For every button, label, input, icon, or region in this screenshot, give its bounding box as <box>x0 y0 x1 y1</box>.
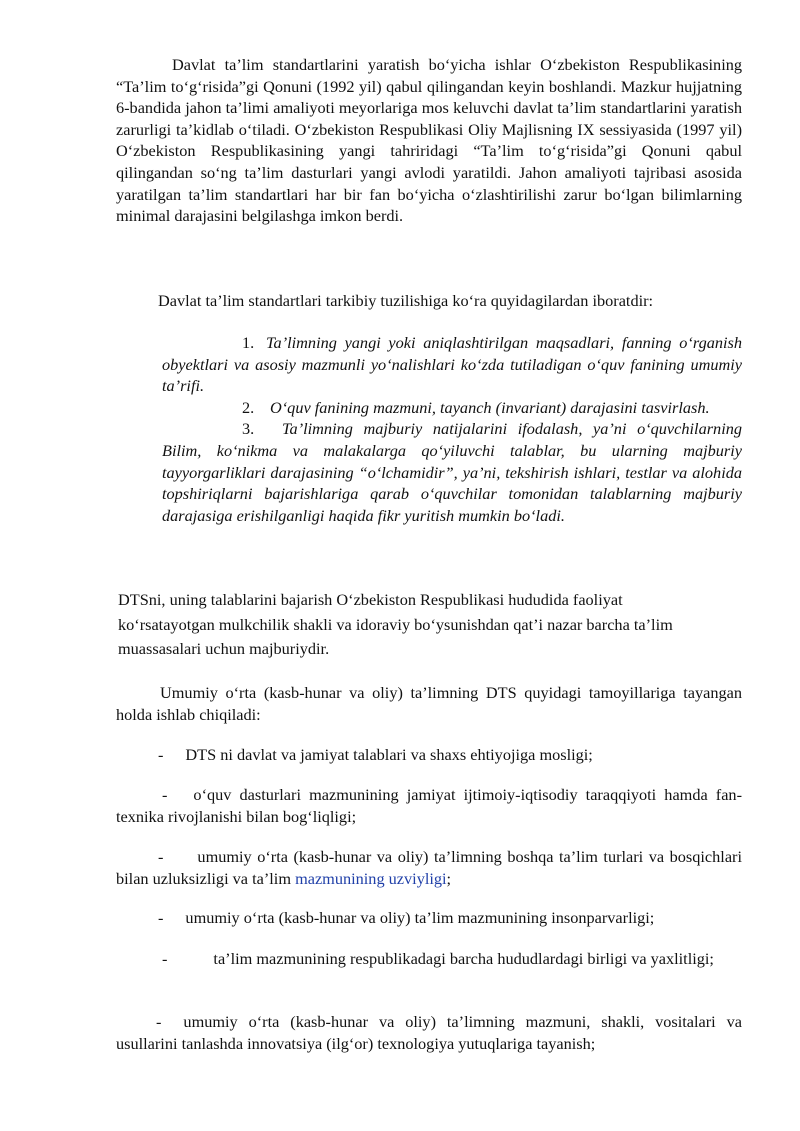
dash-marker: - <box>158 745 164 764</box>
dash-marker: - <box>162 949 168 968</box>
principle-text: umumiy o‘rta (kasb-hunar va oliy) ta’limning mazmuni, shakli, vositalari va usullarini tanlashda innovatsiya (ilg‘or) texnologiya yutuqlariga tayanish; <box>116 1012 742 1053</box>
dts-paragraph: DTSni, uning talablarini bajarish O‘zbekiston Respublikasi hududida faoliyat ko‘rsatayotgan mulkchilik shakli va idoraviy bo‘ysunishdan qat’i nazar barcha ta’lim muassasalari uchun majburiydir. <box>118 590 673 658</box>
dash-marker: - <box>162 785 168 804</box>
principle-text: ta’lim mazmunining respublikadagi barcha hududlardagi birligi va yaxlitligi; <box>213 949 714 968</box>
dash-marker: - <box>158 908 164 927</box>
principle-2 <box>116 784 742 827</box>
intro-paragraph: Davlat ta’lim standartlarini yaratish bo‘yicha ishlar O‘zbekiston Respublikasining “Ta’lim to‘g‘risida”gi Qonuni (1992 yil) qabul qilingandan keyin boshlandi. Mazkur hujjatning 6-bandida jahon ta’limi amaliyoti meyorlariga mos keluvchi davlat ta’lim standartlarini yaratish zarurligi ta’kidlab o‘tiladi. O‘zbekiston Respublikasi Oliy Majlisning IX sessiyasida (1997 yil) O‘zbekiston Respublikasining yangi tahriridagi “Ta’lim to‘g‘risida”gi Qonuni qabul qilingandan so‘ng ta’lim dasturlari yangi avlodi yaratildi. Jahon amaliyoti tajribasi asosida yaratilgan ta’lim standartlari har bir fan bo‘yicha o‘zlashtirilishi zarur bo‘lgan bilimlarning minimal darajasini belgilashga imkon berdi. <box>116 55 742 226</box>
structure-list <box>162 332 742 526</box>
principles-heading: Umumiy o‘rta (kasb-hunar va oliy) ta’limning DTS quyidagi tamoyillariga tayangan holda ishlab chiqiladi: <box>116 683 742 724</box>
structure-item-2: 2. O‘quv fanining mazmuni, tayanch (invariant) darajasini tasvirlash. <box>162 397 742 419</box>
principle-6 <box>116 1011 742 1054</box>
structure-heading: Davlat ta’lim standartlari tarkibiy tuzilishiga ko‘ra quyidagilardan iboratdir: <box>158 291 654 310</box>
item-text: Ta’limning majburiy natijalarini ifodalash, ya’ni o‘quvchilarning Bilim, ko‘nikma va malakalarga qo‘yiluvchi talablar, bu ularning majburiy tayyorgarliklari darajasining “o‘lchamidir”, ya’ni, tekshirish ishlari, testlar va alohida topshiriqlarni bajarishlariga qarab o‘quvchilar tomonidan talablarning majburiy darajasiga erishilganligi haqida fikr yuritish mumkin bo‘ladi. <box>162 419 742 525</box>
principle-1 <box>158 744 742 766</box>
principle-text: DTS ni davlat va jamiyat talablari va shaxs ehtiyojiga mosligi; <box>185 745 593 764</box>
principle-end: ; <box>446 868 452 888</box>
principle-text: o‘quv dasturlari mazmunining jamiyat ijtimoiy-iqtisodiy taraqqiyoti hamda fan-texnika rivojlanishi bilan bog‘liqligi; <box>116 785 742 826</box>
item-text: O‘quv fanining mazmuni, tayanch (invariant) darajasini tasvirlash. <box>270 397 710 417</box>
principle-3 <box>116 846 742 889</box>
structure-item-3: 3. Ta’limning majburiy natijalarini ifodalash, ya’ni o‘quvchilarning Bilim, ko‘nikma va malakalarga qo‘yiluvchi talablar, bu ularning majburiy tayyorgarliklari darajasining “o‘lchamidir”, ya’ni, tekshirish ishlari, testlar va alohida topshiriqlarni bajarishlariga qarab o‘quvchilar tomonidan talablarning majburiy darajasiga erishilganligi haqida fikr yuritish mumkin bo‘ladi. <box>162 419 742 525</box>
principle-link[interactable]: mazmunining uzviyligi <box>295 868 447 888</box>
principle-text: umumiy o‘rta (kasb-hunar va oliy) ta’lim mazmunining insonparvarligi; <box>185 908 655 927</box>
item-text: Ta’limning yangi yoki aniqlashtirilgan maqsadlari, fanning o‘rganish obyektlari va asosiy mazmunli yo‘nalishlari ko‘zda tutiladigan o‘quv fanining umumiy ta’rifi. <box>162 333 742 396</box>
dash-marker: - <box>158 847 164 866</box>
principle-4 <box>158 907 742 929</box>
principle-5 <box>116 948 742 970</box>
principle-text: umumiy o‘rta (kasb-hunar va oliy) ta’limning boshqa ta’lim turlari va bosqichlari bilan uzluksizligi va ta’lim <box>116 847 742 888</box>
dash-marker: - <box>156 1012 162 1031</box>
structure-item-1: 1. Ta’limning yangi yoki aniqlashtirilgan maqsadlari, fanning o‘rganish obyektlari va asosiy mazmunli yo‘nalishlari ko‘zda tutiladigan o‘quv fanining umumiy ta’rifi. <box>162 333 742 396</box>
